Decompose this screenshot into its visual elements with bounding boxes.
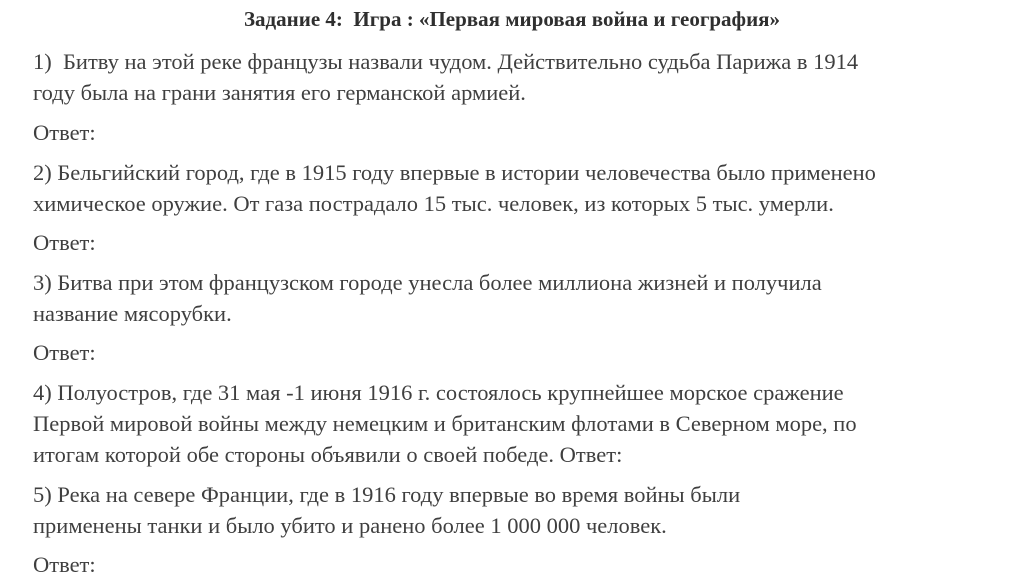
- question-1-line-2: году была на грани занятия его германской армией.: [33, 80, 526, 105]
- question-3-line-2: название мясорубки.: [33, 301, 232, 326]
- question-2: [33, 157, 993, 219]
- question-2-line-1: 2) Бельгийский город, где в 1915 году впервые в истории человечества было применено: [33, 160, 876, 185]
- question-4-line-1: 4) Полуостров, где 31 мая -1 июня 1916 г. состоялось крупнейшее морское сражение: [33, 380, 844, 405]
- question-4-line-2: Первой мировой войны между немецким и британским флотами в Северном море, по: [33, 411, 857, 436]
- answer-3-label: Ответ:: [33, 340, 96, 365]
- question-3: [33, 267, 993, 329]
- question-3-line-1: 3) Битва при этом французском городе унесла более миллиона жизней и получила: [33, 270, 822, 295]
- question-1-line-1: 1) Битву на этой реке французы назвали чудом. Действительно судьба Парижа в 1914: [33, 49, 859, 74]
- question-5: [33, 479, 993, 541]
- question-5-line-1: 5) Река на севере Франции, где в 1916 году впервые во время войны были: [33, 482, 741, 507]
- answer-2-label: Ответ:: [33, 230, 96, 255]
- answer-1-label: Ответ:: [33, 120, 96, 145]
- question-1: [33, 46, 993, 108]
- question-4-line-3: итогам которой обе стороны объявили о своей победе. Ответ:: [33, 442, 623, 467]
- question-2-line-2: химическое оружие. От газа пострадало 15 тыс. человек, из которых 5 тыс. умерли.: [33, 191, 834, 216]
- question-4: [33, 377, 993, 470]
- page-title: Задание 4: Игра : «Первая мировая война и география»: [243, 7, 781, 31]
- question-5-line-2: применены танки и было убито и ранено более 1 000 000 человек.: [33, 513, 667, 538]
- answer-5-label: Ответ:: [33, 552, 96, 574]
